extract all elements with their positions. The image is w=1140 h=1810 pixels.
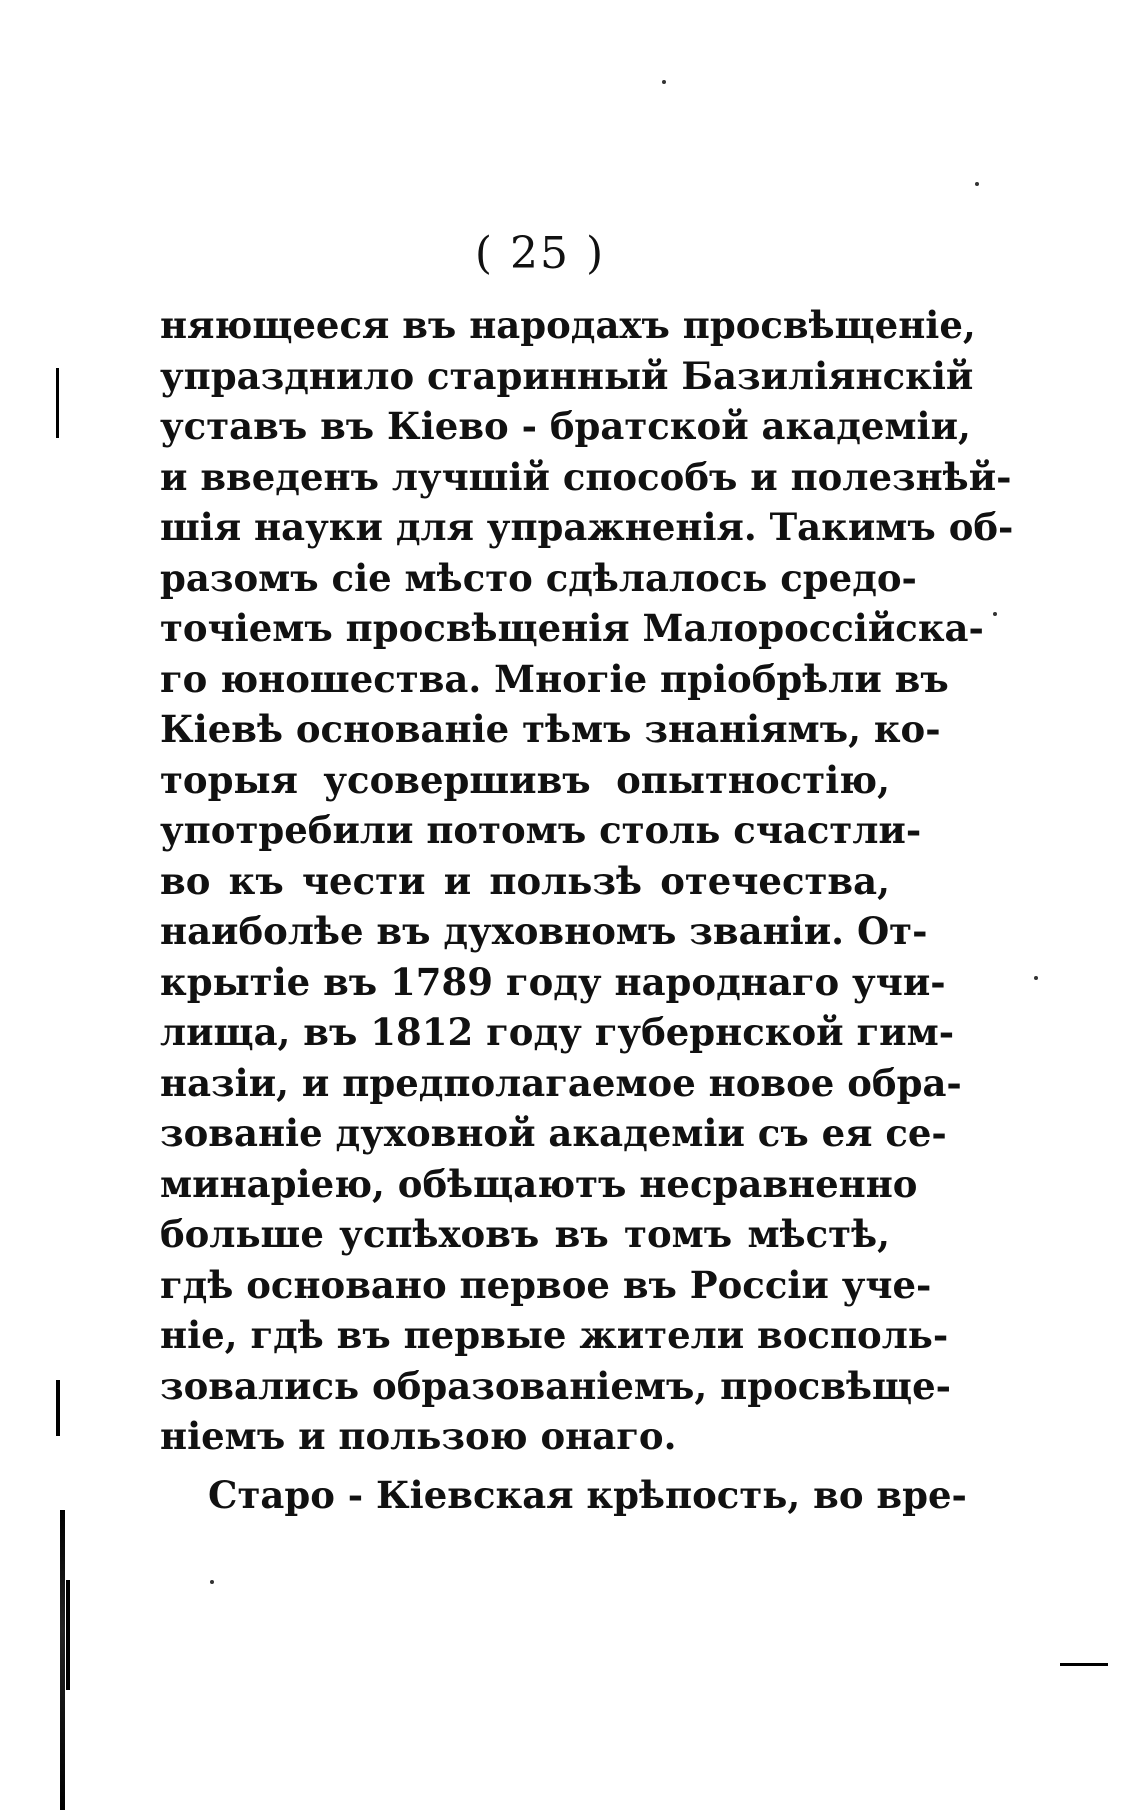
next-paragraph-line: Старо - Кіевская крѣпость, во вре- (208, 1472, 967, 1517)
scan-speck (662, 80, 666, 84)
scan-edge-mark (56, 1380, 60, 1436)
text-line: минаріею, обѣщаютъ несравненно (160, 1161, 918, 1206)
scan-speck (993, 612, 997, 616)
text-line: ніемъ и пользою онаго. (160, 1414, 677, 1458)
scan-edge-mark (56, 368, 59, 438)
text-line: ніе, гдѣ въ первые жители восполь- (160, 1313, 949, 1357)
text-line: шія науки для упражненія. Такимъ об- (160, 505, 1014, 549)
text-line: упразднило старинный Базиліянскій (160, 353, 974, 398)
text-line: наиболѣе въ духовномъ званіи. От- (160, 909, 928, 953)
text-line: уставъ въ Кіево - братской академіи, (160, 404, 971, 448)
page-number: ( 25 ) (474, 228, 606, 279)
text-line: Кіевѣ основаніе тѣмъ знаніямъ, ко- (160, 707, 941, 751)
text-line: и введенъ лучшій способъ и полезнѣй- (160, 454, 1012, 499)
text-line: гдѣ основано первое въ Россіи уче- (160, 1262, 932, 1307)
scan-speck (1034, 976, 1038, 980)
scan-edge-mark (1060, 1663, 1108, 1666)
text-line: точіемъ просвѣщенія Малороссійска- (160, 606, 984, 650)
text-line: крытіе въ 1789 году народнаго учи- (160, 959, 946, 1004)
text-line: няющееся въ народахъ просвѣщеніе, (160, 303, 976, 347)
text-line: торыя усовершивъ опытностію, (160, 757, 890, 802)
text-line: зовались образованіемъ, просвѣще- (160, 1363, 951, 1408)
body-text (160, 300, 1014, 1520)
scan-edge-mark (60, 1510, 65, 1810)
text-line: лища, въ 1812 году губернской гим- (160, 1010, 955, 1054)
text-line: больше успѣховъ въ томъ мѣстѣ, (160, 1212, 890, 1256)
scan-edge-mark (66, 1580, 70, 1690)
text-line: употребили потомъ столь счастли- (160, 808, 922, 852)
text-line: назіи, и предполагаемое новое обра- (160, 1060, 962, 1105)
text-line: во къ чести и пользѣ отечества, (160, 858, 890, 903)
text-line: зованіе духовной академіи съ ея се- (160, 1111, 947, 1155)
text-line: го юношества. Многіе пріобрѣли въ (160, 656, 949, 701)
text-line: разомъ сіе мѣсто сдѣлалось средо- (160, 555, 917, 600)
paragraph-gap (160, 1462, 890, 1470)
scan-speck (975, 182, 979, 186)
scan-speck (210, 1580, 214, 1584)
